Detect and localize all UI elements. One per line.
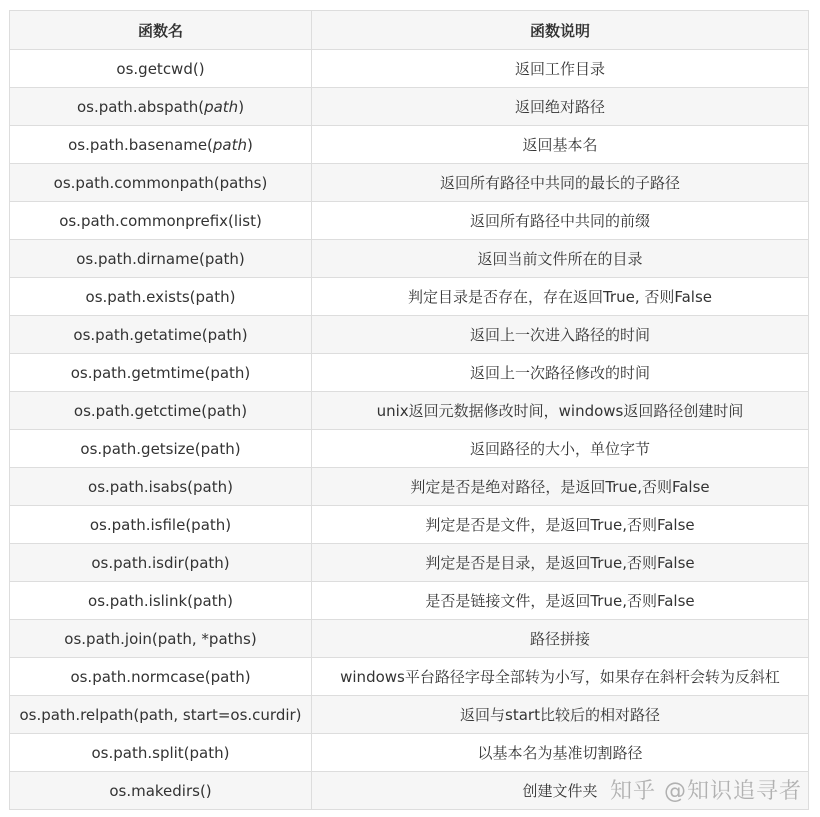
table-row <box>10 582 809 620</box>
function-name-cell: os.path.split(path) <box>10 734 312 772</box>
function-name-cell: os.path.dirname(path) <box>10 240 312 278</box>
table-row <box>10 658 809 696</box>
function-name-param: path <box>212 135 248 154</box>
function-name-cell: os.getcwd() <box>10 50 312 88</box>
table-row <box>10 240 809 278</box>
function-name-suffix: ) <box>238 97 245 116</box>
function-name-cell: os.path.getmtime(path) <box>10 354 312 392</box>
function-description-cell: windows平台路径字母全部转为小写，如果存在斜杆会转为反斜杠 <box>312 658 809 696</box>
table-body <box>10 50 809 810</box>
table-row <box>10 430 809 468</box>
function-name-cell: os.path.islink(path) <box>10 582 312 620</box>
table-row <box>10 734 809 772</box>
function-name-cell: os.path.exists(path) <box>10 278 312 316</box>
table-row <box>10 88 809 126</box>
function-description-cell: 返回工作目录 <box>312 50 809 88</box>
table-row <box>10 316 809 354</box>
function-description-cell: 返回基本名 <box>312 126 809 164</box>
function-table-container <box>9 10 808 810</box>
table-row <box>10 696 809 734</box>
function-name-prefix: os.path.basename( <box>68 135 213 154</box>
function-name-cell: os.path.normcase(path) <box>10 658 312 696</box>
table-row <box>10 50 809 88</box>
function-description-cell: 返回当前文件所在的目录 <box>312 240 809 278</box>
function-description-cell: 返回上一次路径修改的时间 <box>312 354 809 392</box>
function-description-cell: 以基本名为基准切割路径 <box>312 734 809 772</box>
function-description-cell: 返回所有路径中共同的前缀 <box>312 202 809 240</box>
function-name-suffix: ) <box>247 135 253 154</box>
function-name-cell <box>10 88 312 126</box>
function-table <box>9 10 809 810</box>
function-description-cell: 判定是否是目录，是返回True,否则False <box>312 544 809 582</box>
function-name-cell: os.path.getatime(path) <box>10 316 312 354</box>
function-name-cell: os.path.isdir(path) <box>10 544 312 582</box>
table-row <box>10 506 809 544</box>
table-header-row <box>10 11 809 50</box>
function-description-cell: 是否是链接文件，是返回True,否则False <box>312 582 809 620</box>
function-name-cell: os.path.commonprefix(list) <box>10 202 312 240</box>
function-name-cell: os.path.commonpath(paths) <box>10 164 312 202</box>
function-description-cell: 返回所有路径中共同的最长的子路径 <box>312 164 809 202</box>
function-name-cell: os.path.isabs(path) <box>10 468 312 506</box>
function-name-cell: os.path.getctime(path) <box>10 392 312 430</box>
table-row <box>10 126 809 164</box>
function-name-cell: os.path.join(path, *paths) <box>10 620 312 658</box>
function-description-cell: 返回与start比较后的相对路径 <box>312 696 809 734</box>
watermark: 知乎 @知识追寻者 <box>610 779 802 804</box>
function-name-cell: os.path.isfile(path) <box>10 506 312 544</box>
table-row <box>10 164 809 202</box>
function-description-cell: 创建文件夹 <box>312 772 809 810</box>
table-row <box>10 392 809 430</box>
header-function-name: 函数名 <box>10 11 312 50</box>
table-row <box>10 468 809 506</box>
function-description-cell: 判定是否是文件，是返回True,否则False <box>312 506 809 544</box>
function-name-prefix: os.path.abspath( <box>76 97 205 116</box>
function-description-cell: 返回上一次进入路径的时间 <box>312 316 809 354</box>
function-description-cell: 返回绝对路径 <box>312 88 809 126</box>
function-description-cell: 返回路径的大小，单位字节 <box>312 430 809 468</box>
function-description-cell: unix返回元数据修改时间，windows返回路径创建时间 <box>312 392 809 430</box>
function-name-param: path <box>204 97 239 116</box>
function-name-cell <box>10 126 312 164</box>
header-function-description: 函数说明 <box>312 11 809 50</box>
table-row <box>10 202 809 240</box>
function-name-cell: os.path.relpath(path, start=os.curdir) <box>10 696 312 734</box>
table-row <box>10 620 809 658</box>
function-description-cell: 判定目录是否存在，存在返回True, 否则False <box>312 278 809 316</box>
table-row <box>10 354 809 392</box>
function-description-cell: 路径拼接 <box>312 620 809 658</box>
table-row <box>10 544 809 582</box>
function-name-cell: os.path.getsize(path) <box>10 430 312 468</box>
function-name-cell: os.makedirs() <box>10 772 312 810</box>
function-description-cell: 判定是否是绝对路径，是返回True,否则False <box>312 468 809 506</box>
table-row <box>10 278 809 316</box>
